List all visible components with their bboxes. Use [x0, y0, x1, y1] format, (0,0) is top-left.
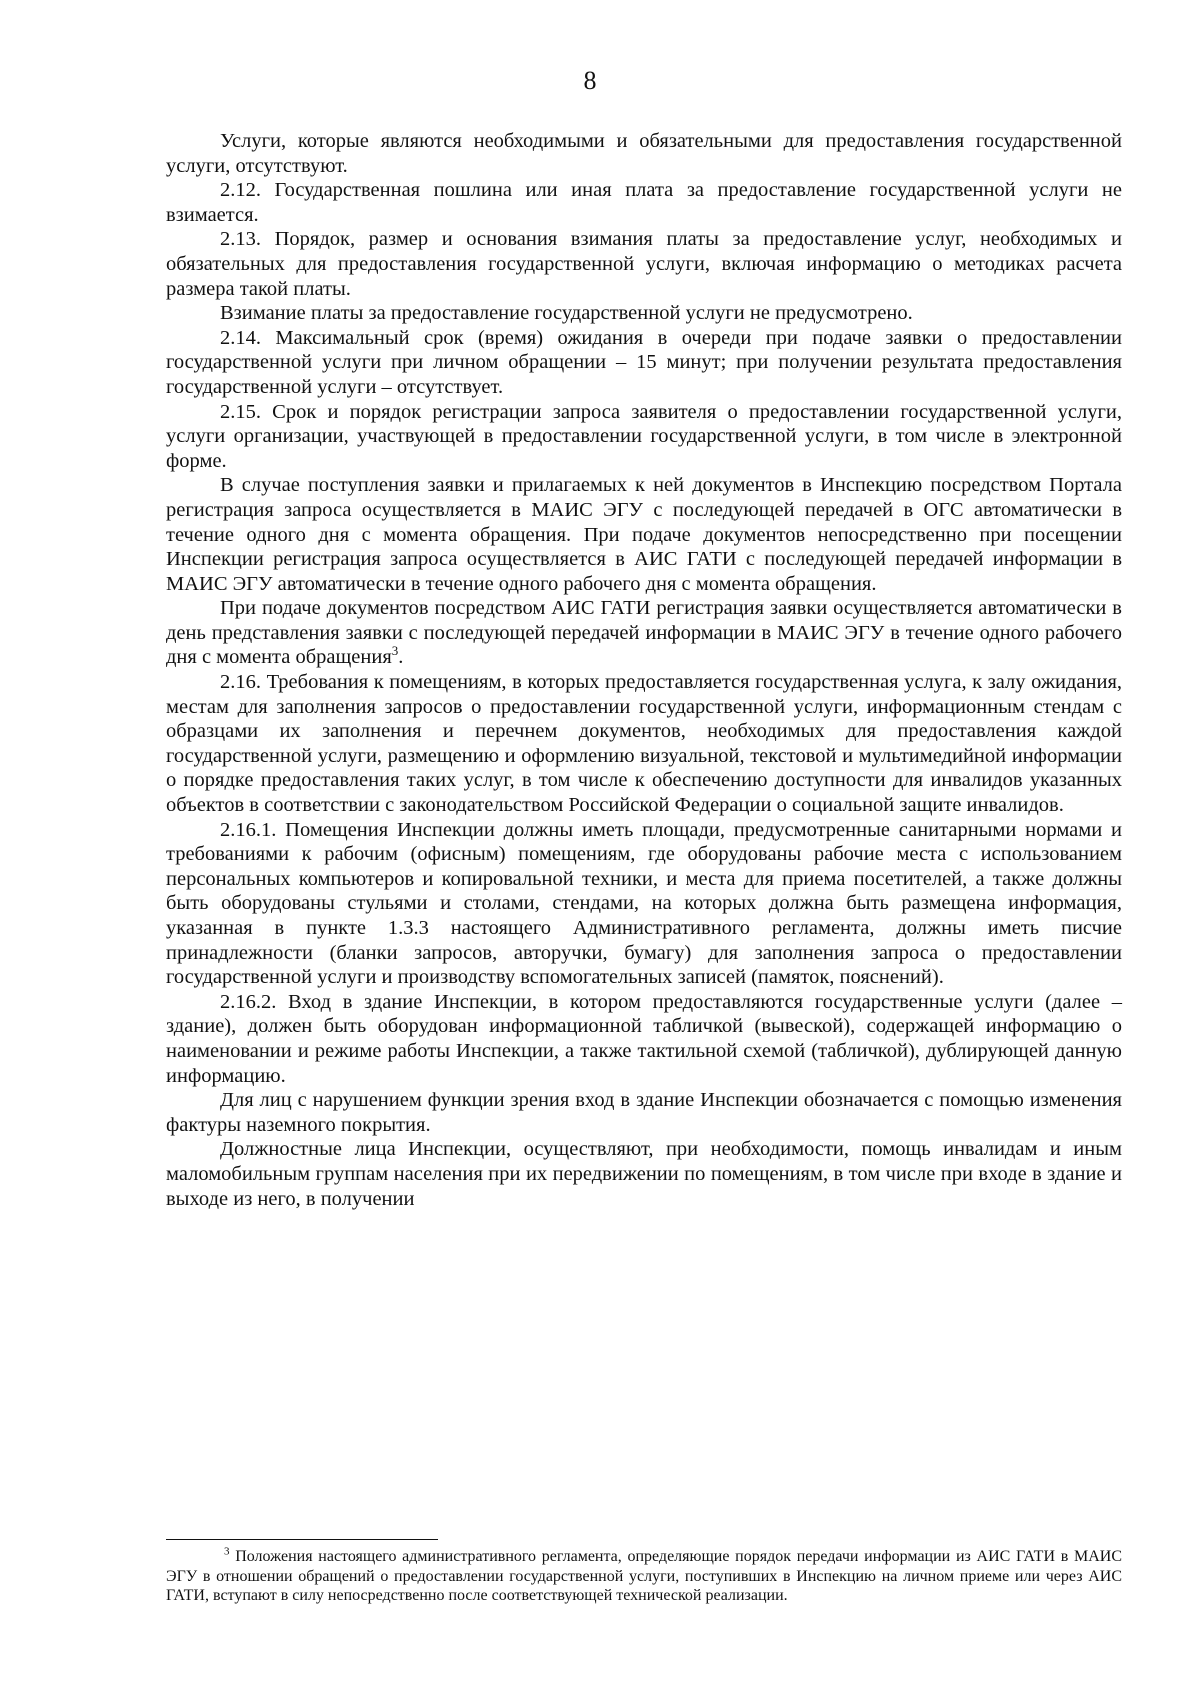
- paragraph-2-12: 2.12. Государственная пошлина или иная плата за предоставление государственной услуги не взимается.: [166, 179, 1122, 226]
- footnote-marker: 3: [224, 1545, 230, 1558]
- footnote-reference[interactable]: 3: [391, 643, 399, 659]
- footnote-text: Положения настоящего административного регламента, определяющие порядок передачи информации из АИС ГАТИ в МАИС ЭГУ в отношении обращений о предоставлении государственной услуги, поступивших в Инспекцию на личном приеме или через АИС ГАТИ, вступают в силу непосредственно после соответствующей технической реализации.: [166, 1548, 1122, 1604]
- paragraph-text: При подаче документов посредством АИС ГАТИ регистрация заявки осуществляется автоматически в день представления заявки с последующей передачей информации в МАИС ЭГУ в течение одного рабочего дня с момента обращения: [166, 597, 1122, 669]
- paragraph-2-16-1: 2.16.1. Помещения Инспекции должны иметь площади, предусмотренные санитарными нормами и требованиями к рабочим (офисным) помещениям, где оборудованы рабочие места с использованием персональных компьютеров и копировальной техники, и места для приема посетителей, а также должны быть оборудованы стульями и столами, стендами, на которых должна быть размещена информация, указанная в пункте 1.3.3 настоящего Административного регламента, должны иметь писчие принадлежности (бланки запросов, авторучки, бумагу) для заполнения запроса о предоставлении государственной услуги и производству вспомогательных записей (памяток, пояснений).: [166, 818, 1122, 989]
- footnote-separator: [166, 1539, 438, 1540]
- paragraph-registration-ais-gati: [166, 596, 1122, 670]
- paragraph-registration-portal: В случае поступления заявки и прилагаемых к ней документов в Инспекцию посредством Портала регистрация запроса осуществляется в МАИС ЭГУ с последующей передачей в ОГС автоматически в течение одного дня с момента обращения. При подаче документов непосредственно при посещении Инспекции регистрация запроса осуществляется в АИС ГАТИ с последующей передачей информации в МАИС ЭГУ автоматически в течение одного рабочего дня с момента обращения.: [166, 474, 1122, 595]
- page-number: 8: [583, 66, 597, 95]
- paragraph-vision-impaired: Для лиц с нарушением функции зрения вход в здание Инспекции обозначается с помощью изменения фактуры наземного покрытия.: [166, 1089, 1122, 1136]
- paragraph-2-15: 2.15. Срок и порядок регистрации запроса заявителя о предоставлении государственной услуги, услуги организации, участвующей в предоставлении государственной услуги, в том числе в электронной форме.: [166, 400, 1122, 472]
- paragraph-services-note: Услуги, которые являются необходимыми и обязательными для предоставления государственной услуги, отсутствуют.: [166, 130, 1122, 177]
- footnote: [166, 1547, 1122, 1606]
- paragraph-2-16: 2.16. Требования к помещениям, в которых предоставляется государственная услуга, к залу ожидания, местам для заполнения запросов о предоставлении государственной услуги, информационным стендам с образцами их заполнения и перечнем документов, необходимых для предоставления каждой государственной услуги, размещению и оформлению визуальной, текстовой и мультимедийной информации о порядке предоставления таких услуг, в том числе к обеспечению доступности для инвалидов указанных объектов в соответствии с законодательством Российской Федерации о социальной защите инвалидов.: [166, 671, 1122, 817]
- paragraph-officials-assistance: Должностные лица Инспекции, осуществляют, при необходимости, помощь инвалидам и иным маломобильным группам населения при их передвижении по помещениям, в том числе при входе в здание и выходе из него, в получении: [166, 1138, 1122, 1210]
- paragraph-end-punctuation: .: [398, 646, 404, 669]
- paragraph-fee-not-provided: Взимание платы за предоставление государственной услуги не предусмотрено.: [220, 302, 913, 325]
- paragraph-2-16-2: 2.16.2. Вход в здание Инспекции, в котором предоставляются государственные услуги (далее – здание), должен быть оборудован информационной табличкой (вывеской), содержащей информацию о наименовании и режиме работы Инспекции, а также тактильной схемой (табличкой), дублирующей данную информацию.: [166, 990, 1122, 1087]
- document-body: [166, 129, 1122, 1211]
- paragraph-2-14: 2.14. Максимальный срок (время) ожидания в очереди при подаче заявки о предоставлении государственной услуги при личном обращении – 15 минут; при получении результата предоставления государственной услуги – отсутствует.: [166, 326, 1122, 398]
- paragraph-2-13: 2.13. Порядок, размер и основания взимания платы за предоставление услуг, необходимых и обязательных для предоставления государственной услуги, включая информацию о методиках расчета размера такой платы.: [166, 228, 1122, 300]
